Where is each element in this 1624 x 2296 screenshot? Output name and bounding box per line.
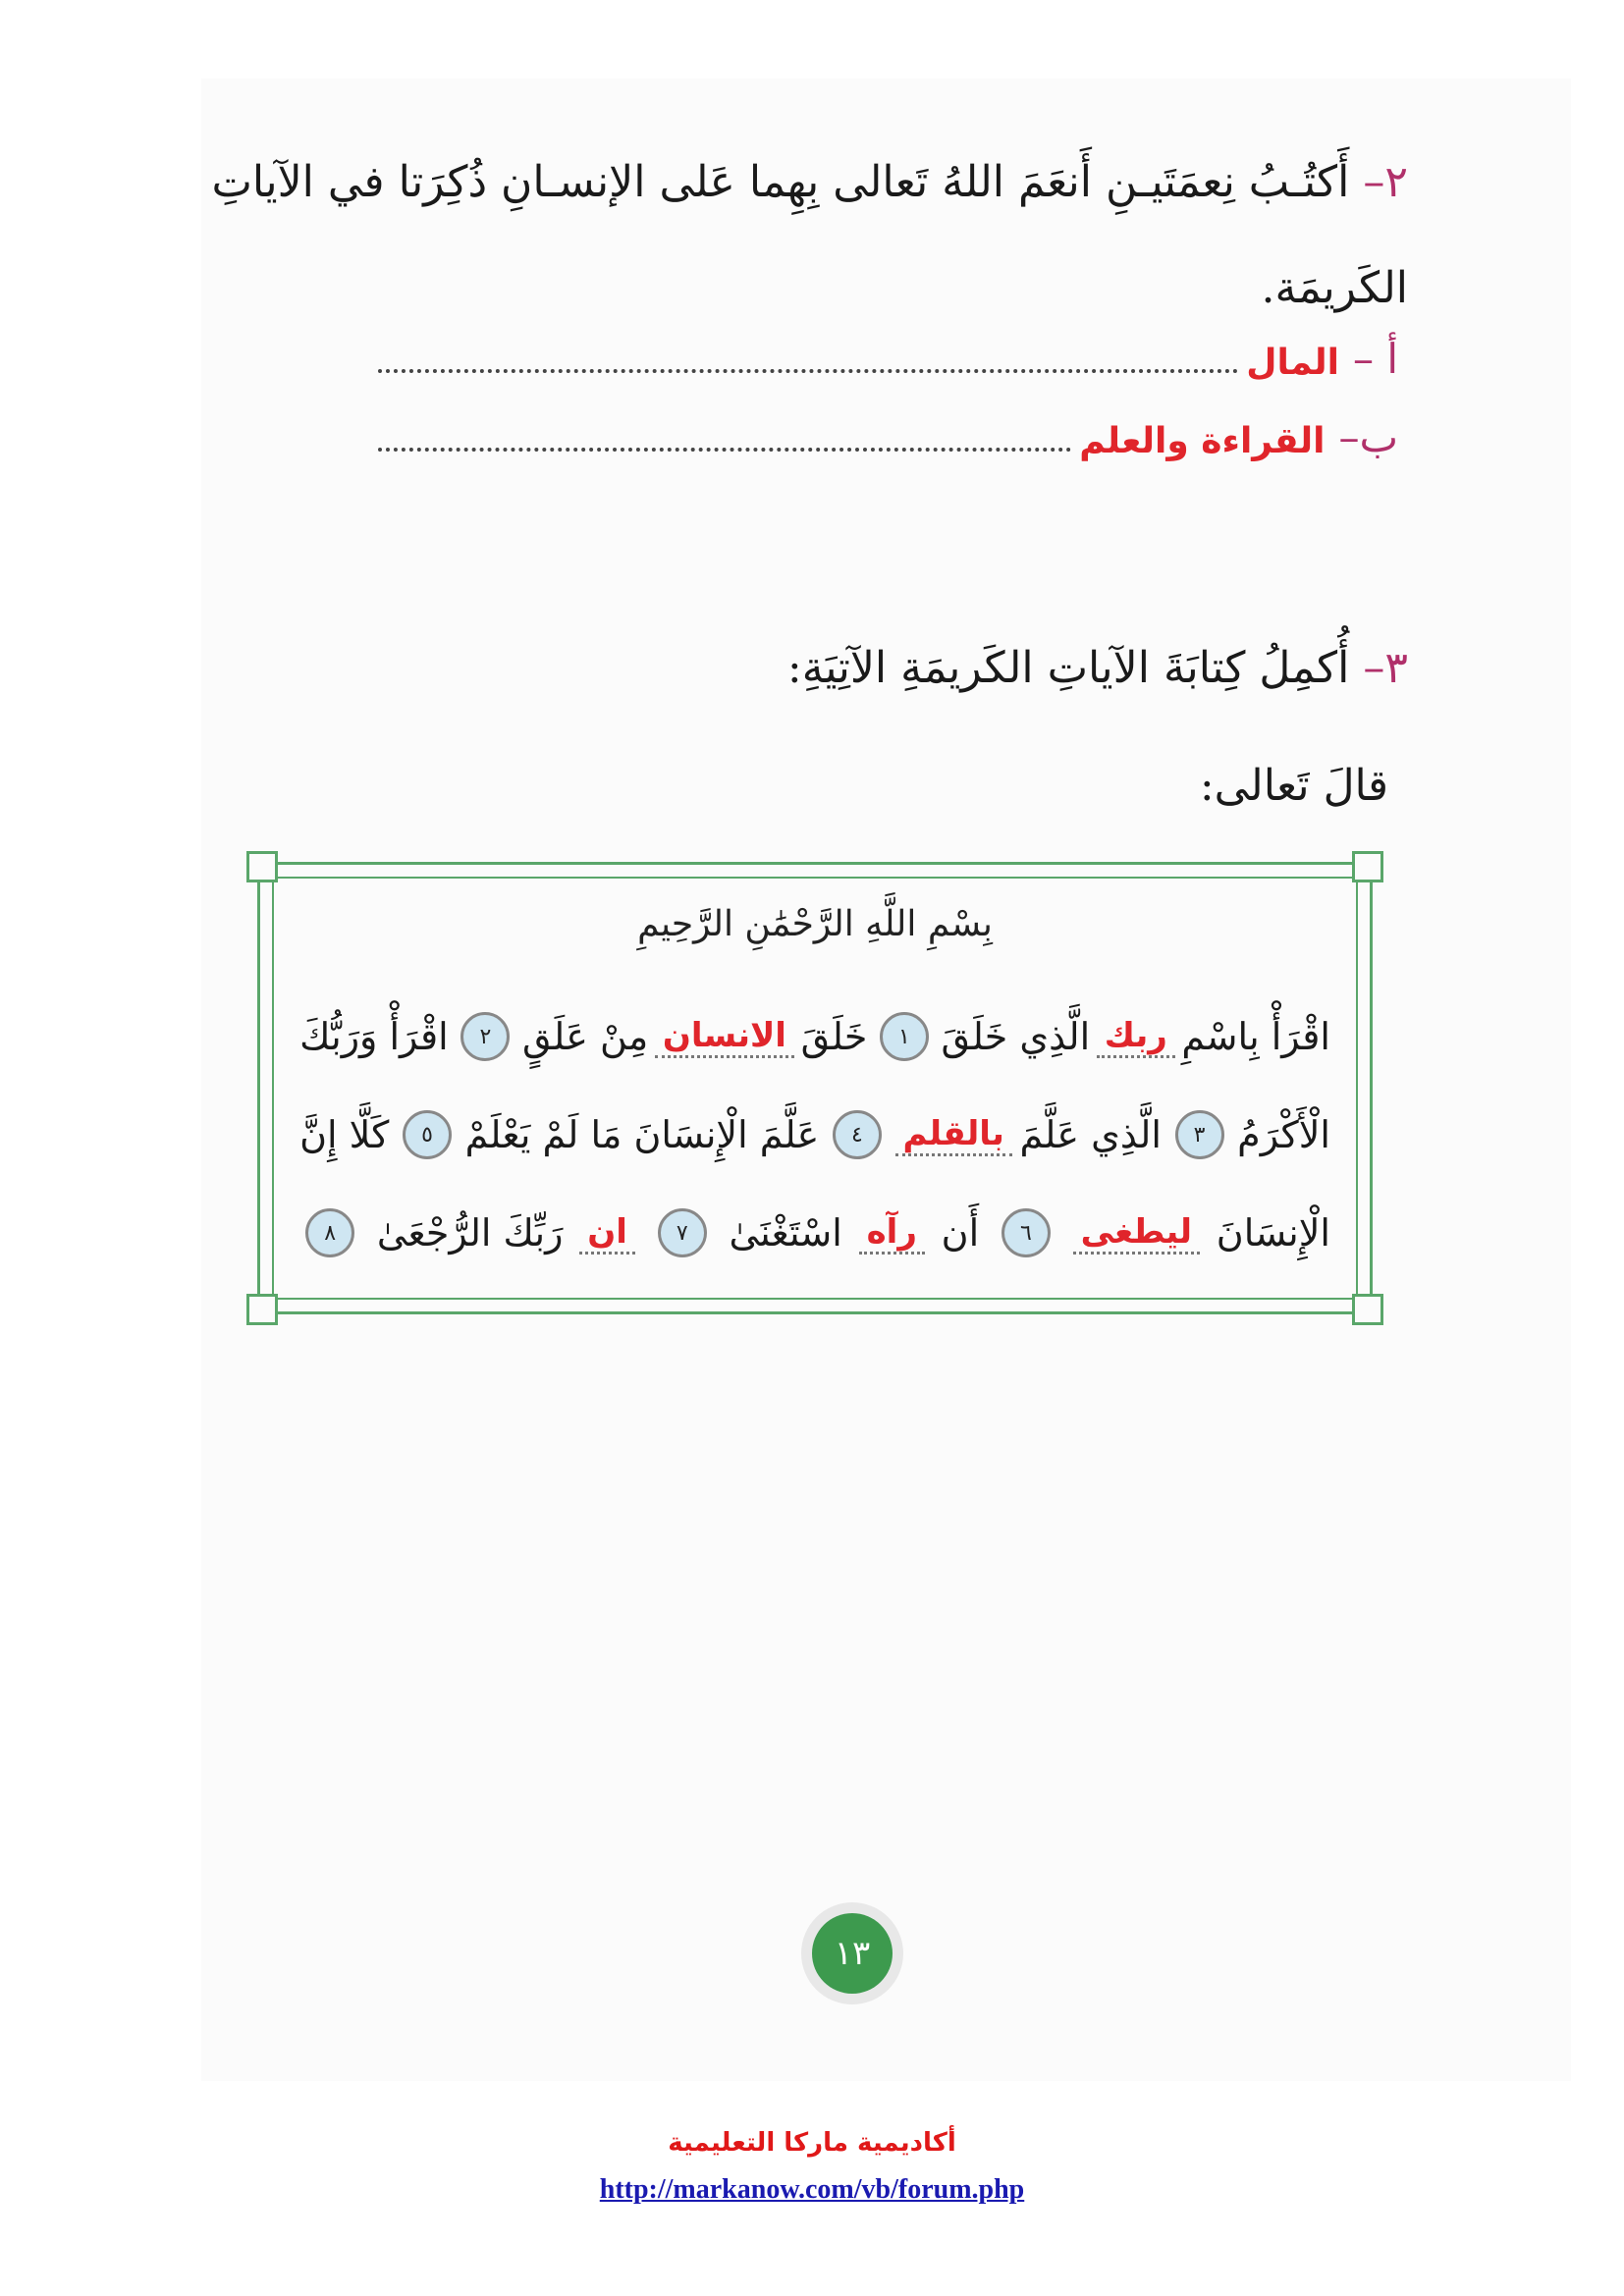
verse-text: أَن [941,1211,980,1255]
verse-line-2 [299,1100,1330,1169]
answer-row-a [378,324,1398,383]
question-3-line [787,643,1408,693]
verse-line-3 [299,1199,1330,1267]
frame-corner-ornament [1352,1294,1383,1325]
verse-text: اسْتَغْنَىٰ [729,1211,842,1255]
verse-text: الْأَكْرَمُ [1237,1113,1330,1156]
verse-line-1 [299,1002,1330,1071]
question-3-number: ٣– [1363,643,1408,693]
verse-text: اقْرَأْ بِاسْمِ [1181,1015,1330,1058]
verse-text: الْإِنسَانَ [1216,1211,1330,1255]
question-3-intro: قالَ تَعالى: [1199,761,1388,811]
answer-letter-b: ب– [1338,413,1398,461]
verse-fill-answer[interactable]: رآه [859,1212,925,1255]
frame-corner-ornament [1352,851,1383,882]
ayah-number-marker: ٨ [305,1208,354,1257]
verse-fill-answer[interactable]: الانسان [655,1016,794,1058]
verse-text: الَّذِي خَلَقَ [941,1015,1091,1058]
frame-corner-ornament [246,851,278,882]
answer-dotted-line-b [378,448,1071,452]
answer-letter-a: أ – [1352,335,1398,383]
verse-text: الَّذِي عَلَّمَ [1019,1113,1162,1156]
question-3-title: أُكمِلُ كِتابَةَ الآياتِ الكَريمَةِ الآتِيَةِ: [786,643,1350,693]
ayah-number-marker: ٣ [1175,1110,1224,1159]
ayah-number-marker: ٥ [403,1110,452,1159]
answer-row-b [378,402,1398,461]
ayah-number-marker: ٧ [658,1208,707,1257]
question-2-text: أَكتُـبُ نِعمَتَيـنِ أَنعَمَ اللهُ تَعالى بِهِما عَلى الإنسـانِ ذُكِرَتا في الآياتِ [211,157,1350,207]
footer-academy-name: أكاديمية ماركا التعليمية [668,2128,956,2158]
page-number-badge [801,1902,903,2004]
frame-corner-ornament [246,1294,278,1325]
ayah-number-marker: ٦ [1001,1208,1051,1257]
question-2-line-2: الكَريمَة. [1261,263,1408,313]
verse-text: عَلَّمَ الْإِنسَانَ مَا لَمْ يَعْلَمْ [464,1113,820,1156]
verse-fill-answer[interactable]: ان [579,1212,635,1255]
page-number: ١٣ [812,1913,893,1994]
footer-forum-link[interactable]: http://markanow.com/vb/forum.php [599,2174,1025,2205]
question-2-number: ٢– [1363,157,1408,207]
ayah-number-marker: ١ [880,1012,929,1061]
verse-text: خَلَقَ [800,1015,868,1058]
answer-dotted-line-a [378,369,1238,373]
question-2-line-1 [212,157,1409,207]
answer-text-b[interactable]: القراءة والعلم [1079,421,1326,461]
answer-text-a[interactable]: المال [1246,343,1339,383]
verse-text: اقْرَأْ وَرَبُّكَ [299,1015,449,1058]
verse-fill-answer[interactable]: ليطغى [1073,1212,1200,1255]
verse-text: مِنْ عَلَقٍ [521,1015,649,1058]
basmala: بِسْمِ اللَّهِ الرَّحْمَٰنِ الرَّحِيمِ [637,904,993,944]
quran-verses-frame [257,862,1373,1314]
ayah-number-marker: ٢ [460,1012,510,1061]
verse-fill-answer[interactable]: بالقلم [895,1114,1012,1156]
verse-fill-answer[interactable]: ربك [1097,1016,1175,1058]
verse-text: رَبِّكَ الرُّجْعَىٰ [376,1211,564,1255]
verse-text: كَلَّا إِنَّ [299,1113,390,1156]
ayah-number-marker: ٤ [833,1110,882,1159]
